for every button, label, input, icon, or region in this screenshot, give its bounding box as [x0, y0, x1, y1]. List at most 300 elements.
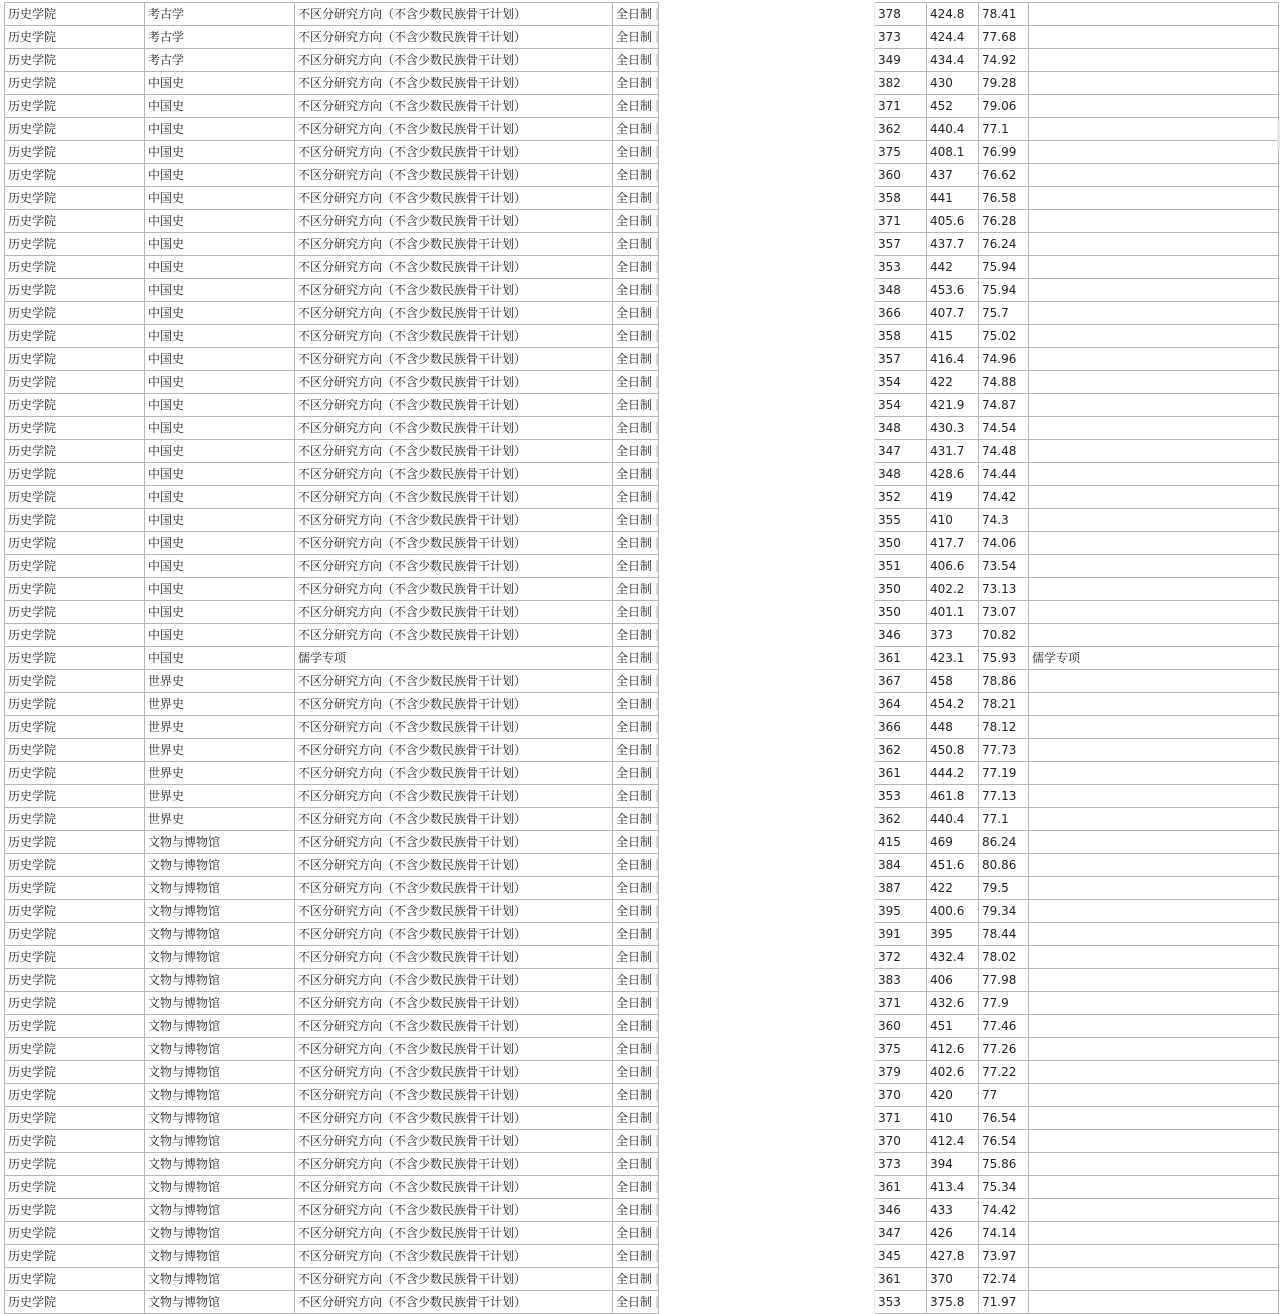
college-cell[interactable] [5, 371, 145, 394]
total-score-cell[interactable] [979, 877, 1029, 900]
study-mode-cell[interactable] [613, 509, 659, 532]
note-cell[interactable] [1029, 831, 1279, 854]
redacted-cell[interactable] [659, 969, 875, 992]
retest-score-cell[interactable] [927, 1015, 979, 1038]
initial-score-cell[interactable] [875, 210, 927, 233]
college-cell[interactable] [5, 463, 145, 486]
note-cell[interactable] [1029, 670, 1279, 693]
note-cell[interactable] [1029, 463, 1279, 486]
major-cell[interactable] [145, 325, 295, 348]
redacted-cell[interactable] [659, 394, 875, 417]
study-mode-cell[interactable] [613, 118, 659, 141]
direction-cell[interactable] [295, 3, 613, 26]
study-mode-cell[interactable] [613, 233, 659, 256]
college-cell[interactable] [5, 1268, 145, 1291]
major-cell[interactable] [145, 854, 295, 877]
study-mode-cell[interactable] [613, 877, 659, 900]
major-cell[interactable] [145, 670, 295, 693]
total-score-cell[interactable] [979, 716, 1029, 739]
initial-score-cell[interactable] [875, 1038, 927, 1061]
redacted-cell[interactable] [659, 808, 875, 831]
direction-cell[interactable] [295, 578, 613, 601]
note-cell[interactable] [1029, 49, 1279, 72]
major-cell[interactable] [145, 555, 295, 578]
study-mode-cell[interactable] [613, 3, 659, 26]
direction-cell[interactable] [295, 1061, 613, 1084]
major-cell[interactable] [145, 279, 295, 302]
initial-score-cell[interactable] [875, 1107, 927, 1130]
direction-cell[interactable] [295, 854, 613, 877]
retest-score-cell[interactable] [927, 624, 979, 647]
note-cell[interactable] [1029, 1153, 1279, 1176]
retest-score-cell[interactable] [927, 785, 979, 808]
initial-score-cell[interactable] [875, 26, 927, 49]
study-mode-cell[interactable] [613, 1291, 659, 1314]
study-mode-cell[interactable] [613, 164, 659, 187]
initial-score-cell[interactable] [875, 808, 927, 831]
college-cell[interactable] [5, 1291, 145, 1314]
total-score-cell[interactable] [979, 532, 1029, 555]
major-cell[interactable] [145, 256, 295, 279]
note-cell[interactable] [1029, 210, 1279, 233]
college-cell[interactable] [5, 95, 145, 118]
direction-cell[interactable] [295, 739, 613, 762]
redacted-cell[interactable] [659, 486, 875, 509]
total-score-cell[interactable] [979, 72, 1029, 95]
college-cell[interactable] [5, 72, 145, 95]
retest-score-cell[interactable] [927, 164, 979, 187]
direction-cell[interactable] [295, 1291, 613, 1314]
study-mode-cell[interactable] [613, 946, 659, 969]
note-cell[interactable] [1029, 992, 1279, 1015]
direction-cell[interactable] [295, 1084, 613, 1107]
note-cell[interactable] [1029, 647, 1279, 670]
direction-cell[interactable] [295, 831, 613, 854]
total-score-cell[interactable] [979, 164, 1029, 187]
redacted-cell[interactable] [659, 187, 875, 210]
direction-cell[interactable] [295, 371, 613, 394]
study-mode-cell[interactable] [613, 394, 659, 417]
study-mode-cell[interactable] [613, 1153, 659, 1176]
direction-cell[interactable] [295, 762, 613, 785]
redacted-cell[interactable] [659, 1084, 875, 1107]
major-cell[interactable] [145, 877, 295, 900]
initial-score-cell[interactable] [875, 1245, 927, 1268]
total-score-cell[interactable] [979, 187, 1029, 210]
study-mode-cell[interactable] [613, 969, 659, 992]
redacted-cell[interactable] [659, 509, 875, 532]
redacted-cell[interactable] [659, 946, 875, 969]
major-cell[interactable] [145, 3, 295, 26]
redacted-cell[interactable] [659, 877, 875, 900]
direction-cell[interactable] [295, 279, 613, 302]
retest-score-cell[interactable] [927, 49, 979, 72]
initial-score-cell[interactable] [875, 762, 927, 785]
retest-score-cell[interactable] [927, 969, 979, 992]
total-score-cell[interactable] [979, 118, 1029, 141]
direction-cell[interactable] [295, 325, 613, 348]
initial-score-cell[interactable] [875, 785, 927, 808]
redacted-cell[interactable] [659, 210, 875, 233]
major-cell[interactable] [145, 601, 295, 624]
initial-score-cell[interactable] [875, 49, 927, 72]
note-cell[interactable] [1029, 440, 1279, 463]
college-cell[interactable] [5, 325, 145, 348]
major-cell[interactable] [145, 417, 295, 440]
study-mode-cell[interactable] [613, 555, 659, 578]
total-score-cell[interactable] [979, 302, 1029, 325]
initial-score-cell[interactable] [875, 1291, 927, 1314]
direction-cell[interactable] [295, 693, 613, 716]
note-cell[interactable] [1029, 900, 1279, 923]
note-cell[interactable] [1029, 325, 1279, 348]
direction-cell[interactable] [295, 486, 613, 509]
major-cell[interactable] [145, 1199, 295, 1222]
direction-cell[interactable] [295, 946, 613, 969]
total-score-cell[interactable] [979, 95, 1029, 118]
study-mode-cell[interactable] [613, 923, 659, 946]
study-mode-cell[interactable] [613, 187, 659, 210]
retest-score-cell[interactable] [927, 95, 979, 118]
retest-score-cell[interactable] [927, 417, 979, 440]
redacted-cell[interactable] [659, 141, 875, 164]
retest-score-cell[interactable] [927, 1084, 979, 1107]
total-score-cell[interactable] [979, 555, 1029, 578]
major-cell[interactable] [145, 900, 295, 923]
college-cell[interactable] [5, 808, 145, 831]
note-cell[interactable] [1029, 532, 1279, 555]
total-score-cell[interactable] [979, 325, 1029, 348]
college-cell[interactable] [5, 348, 145, 371]
study-mode-cell[interactable] [613, 1061, 659, 1084]
major-cell[interactable] [145, 716, 295, 739]
redacted-cell[interactable] [659, 417, 875, 440]
total-score-cell[interactable] [979, 3, 1029, 26]
redacted-cell[interactable] [659, 992, 875, 1015]
note-cell[interactable] [1029, 279, 1279, 302]
study-mode-cell[interactable] [613, 693, 659, 716]
direction-cell[interactable] [295, 1268, 613, 1291]
note-cell[interactable] [1029, 716, 1279, 739]
initial-score-cell[interactable] [875, 164, 927, 187]
study-mode-cell[interactable] [613, 302, 659, 325]
total-score-cell[interactable] [979, 1199, 1029, 1222]
college-cell[interactable] [5, 601, 145, 624]
redacted-cell[interactable] [659, 578, 875, 601]
retest-score-cell[interactable] [927, 279, 979, 302]
college-cell[interactable] [5, 1222, 145, 1245]
initial-score-cell[interactable] [875, 463, 927, 486]
study-mode-cell[interactable] [613, 486, 659, 509]
total-score-cell[interactable] [979, 1153, 1029, 1176]
note-cell[interactable] [1029, 371, 1279, 394]
total-score-cell[interactable] [979, 693, 1029, 716]
retest-score-cell[interactable] [927, 1061, 979, 1084]
college-cell[interactable] [5, 256, 145, 279]
total-score-cell[interactable] [979, 371, 1029, 394]
redacted-cell[interactable] [659, 1245, 875, 1268]
retest-score-cell[interactable] [927, 233, 979, 256]
total-score-cell[interactable] [979, 440, 1029, 463]
note-cell[interactable] [1029, 1038, 1279, 1061]
total-score-cell[interactable] [979, 969, 1029, 992]
major-cell[interactable] [145, 1038, 295, 1061]
initial-score-cell[interactable] [875, 923, 927, 946]
major-cell[interactable] [145, 141, 295, 164]
retest-score-cell[interactable] [927, 118, 979, 141]
initial-score-cell[interactable] [875, 716, 927, 739]
note-cell[interactable] [1029, 486, 1279, 509]
college-cell[interactable] [5, 716, 145, 739]
college-cell[interactable] [5, 1061, 145, 1084]
direction-cell[interactable] [295, 187, 613, 210]
initial-score-cell[interactable] [875, 601, 927, 624]
initial-score-cell[interactable] [875, 647, 927, 670]
initial-score-cell[interactable] [875, 670, 927, 693]
total-score-cell[interactable] [979, 739, 1029, 762]
note-cell[interactable] [1029, 555, 1279, 578]
note-cell[interactable] [1029, 1130, 1279, 1153]
retest-score-cell[interactable] [927, 1176, 979, 1199]
retest-score-cell[interactable] [927, 187, 979, 210]
direction-cell[interactable] [295, 26, 613, 49]
retest-score-cell[interactable] [927, 716, 979, 739]
college-cell[interactable] [5, 1153, 145, 1176]
redacted-cell[interactable] [659, 1199, 875, 1222]
initial-score-cell[interactable] [875, 693, 927, 716]
retest-score-cell[interactable] [927, 1245, 979, 1268]
college-cell[interactable] [5, 624, 145, 647]
study-mode-cell[interactable] [613, 578, 659, 601]
total-score-cell[interactable] [979, 624, 1029, 647]
initial-score-cell[interactable] [875, 1015, 927, 1038]
direction-cell[interactable] [295, 900, 613, 923]
college-cell[interactable] [5, 49, 145, 72]
college-cell[interactable] [5, 578, 145, 601]
note-cell[interactable] [1029, 164, 1279, 187]
study-mode-cell[interactable] [613, 762, 659, 785]
college-cell[interactable] [5, 3, 145, 26]
direction-cell[interactable] [295, 95, 613, 118]
study-mode-cell[interactable] [613, 900, 659, 923]
retest-score-cell[interactable] [927, 210, 979, 233]
note-cell[interactable] [1029, 624, 1279, 647]
study-mode-cell[interactable] [613, 647, 659, 670]
major-cell[interactable] [145, 762, 295, 785]
college-cell[interactable] [5, 854, 145, 877]
total-score-cell[interactable] [979, 233, 1029, 256]
note-cell[interactable] [1029, 854, 1279, 877]
total-score-cell[interactable] [979, 785, 1029, 808]
college-cell[interactable] [5, 509, 145, 532]
major-cell[interactable] [145, 463, 295, 486]
total-score-cell[interactable] [979, 141, 1029, 164]
initial-score-cell[interactable] [875, 187, 927, 210]
note-cell[interactable] [1029, 1107, 1279, 1130]
retest-score-cell[interactable] [927, 440, 979, 463]
initial-score-cell[interactable] [875, 854, 927, 877]
study-mode-cell[interactable] [613, 463, 659, 486]
direction-cell[interactable] [295, 49, 613, 72]
major-cell[interactable] [145, 210, 295, 233]
note-cell[interactable] [1029, 26, 1279, 49]
direction-cell[interactable] [295, 532, 613, 555]
study-mode-cell[interactable] [613, 785, 659, 808]
direction-cell[interactable] [295, 647, 613, 670]
note-cell[interactable] [1029, 72, 1279, 95]
note-cell[interactable] [1029, 1015, 1279, 1038]
redacted-cell[interactable] [659, 164, 875, 187]
initial-score-cell[interactable] [875, 739, 927, 762]
total-score-cell[interactable] [979, 1176, 1029, 1199]
retest-score-cell[interactable] [927, 26, 979, 49]
study-mode-cell[interactable] [613, 1130, 659, 1153]
major-cell[interactable] [145, 1015, 295, 1038]
redacted-cell[interactable] [659, 1291, 875, 1314]
initial-score-cell[interactable] [875, 1222, 927, 1245]
study-mode-cell[interactable] [613, 1222, 659, 1245]
retest-score-cell[interactable] [927, 256, 979, 279]
major-cell[interactable] [145, 739, 295, 762]
note-cell[interactable] [1029, 693, 1279, 716]
total-score-cell[interactable] [979, 831, 1029, 854]
redacted-cell[interactable] [659, 1176, 875, 1199]
retest-score-cell[interactable] [927, 992, 979, 1015]
major-cell[interactable] [145, 394, 295, 417]
redacted-cell[interactable] [659, 1107, 875, 1130]
direction-cell[interactable] [295, 992, 613, 1015]
initial-score-cell[interactable] [875, 1130, 927, 1153]
redacted-cell[interactable] [659, 1015, 875, 1038]
retest-score-cell[interactable] [927, 1268, 979, 1291]
direction-cell[interactable] [295, 1015, 613, 1038]
redacted-cell[interactable] [659, 555, 875, 578]
total-score-cell[interactable] [979, 1061, 1029, 1084]
note-cell[interactable] [1029, 762, 1279, 785]
college-cell[interactable] [5, 992, 145, 1015]
redacted-cell[interactable] [659, 118, 875, 141]
retest-score-cell[interactable] [927, 532, 979, 555]
initial-score-cell[interactable] [875, 1153, 927, 1176]
retest-score-cell[interactable] [927, 601, 979, 624]
major-cell[interactable] [145, 831, 295, 854]
major-cell[interactable] [145, 440, 295, 463]
study-mode-cell[interactable] [613, 624, 659, 647]
total-score-cell[interactable] [979, 279, 1029, 302]
initial-score-cell[interactable] [875, 371, 927, 394]
note-cell[interactable] [1029, 969, 1279, 992]
study-mode-cell[interactable] [613, 325, 659, 348]
note-cell[interactable] [1029, 187, 1279, 210]
initial-score-cell[interactable] [875, 877, 927, 900]
college-cell[interactable] [5, 1084, 145, 1107]
college-cell[interactable] [5, 831, 145, 854]
total-score-cell[interactable] [979, 1268, 1029, 1291]
college-cell[interactable] [5, 164, 145, 187]
major-cell[interactable] [145, 486, 295, 509]
major-cell[interactable] [145, 1245, 295, 1268]
initial-score-cell[interactable] [875, 417, 927, 440]
study-mode-cell[interactable] [613, 1038, 659, 1061]
note-cell[interactable] [1029, 1084, 1279, 1107]
initial-score-cell[interactable] [875, 394, 927, 417]
major-cell[interactable] [145, 532, 295, 555]
study-mode-cell[interactable] [613, 716, 659, 739]
retest-score-cell[interactable] [927, 1107, 979, 1130]
redacted-cell[interactable] [659, 348, 875, 371]
total-score-cell[interactable] [979, 509, 1029, 532]
total-score-cell[interactable] [979, 854, 1029, 877]
initial-score-cell[interactable] [875, 348, 927, 371]
retest-score-cell[interactable] [927, 3, 979, 26]
initial-score-cell[interactable] [875, 1084, 927, 1107]
study-mode-cell[interactable] [613, 417, 659, 440]
direction-cell[interactable] [295, 670, 613, 693]
redacted-cell[interactable] [659, 233, 875, 256]
redacted-cell[interactable] [659, 670, 875, 693]
direction-cell[interactable] [295, 164, 613, 187]
redacted-cell[interactable] [659, 854, 875, 877]
total-score-cell[interactable] [979, 1015, 1029, 1038]
direction-cell[interactable] [295, 1222, 613, 1245]
college-cell[interactable] [5, 302, 145, 325]
study-mode-cell[interactable] [613, 601, 659, 624]
redacted-cell[interactable] [659, 371, 875, 394]
total-score-cell[interactable] [979, 647, 1029, 670]
direction-cell[interactable] [295, 509, 613, 532]
direction-cell[interactable] [295, 210, 613, 233]
total-score-cell[interactable] [979, 1107, 1029, 1130]
major-cell[interactable] [145, 187, 295, 210]
college-cell[interactable] [5, 417, 145, 440]
study-mode-cell[interactable] [613, 210, 659, 233]
total-score-cell[interactable] [979, 210, 1029, 233]
college-cell[interactable] [5, 1245, 145, 1268]
redacted-cell[interactable] [659, 3, 875, 26]
note-cell[interactable] [1029, 739, 1279, 762]
initial-score-cell[interactable] [875, 95, 927, 118]
initial-score-cell[interactable] [875, 969, 927, 992]
major-cell[interactable] [145, 1268, 295, 1291]
retest-score-cell[interactable] [927, 325, 979, 348]
major-cell[interactable] [145, 371, 295, 394]
note-cell[interactable] [1029, 394, 1279, 417]
retest-score-cell[interactable] [927, 72, 979, 95]
direction-cell[interactable] [295, 118, 613, 141]
college-cell[interactable] [5, 1199, 145, 1222]
note-cell[interactable] [1029, 946, 1279, 969]
initial-score-cell[interactable] [875, 992, 927, 1015]
initial-score-cell[interactable] [875, 1061, 927, 1084]
direction-cell[interactable] [295, 440, 613, 463]
retest-score-cell[interactable] [927, 1153, 979, 1176]
direction-cell[interactable] [295, 624, 613, 647]
major-cell[interactable] [145, 49, 295, 72]
total-score-cell[interactable] [979, 1038, 1029, 1061]
study-mode-cell[interactable] [613, 1245, 659, 1268]
retest-score-cell[interactable] [927, 647, 979, 670]
retest-score-cell[interactable] [927, 923, 979, 946]
note-cell[interactable] [1029, 509, 1279, 532]
note-cell[interactable] [1029, 877, 1279, 900]
college-cell[interactable] [5, 555, 145, 578]
initial-score-cell[interactable] [875, 1199, 927, 1222]
college-cell[interactable] [5, 1130, 145, 1153]
note-cell[interactable] [1029, 1199, 1279, 1222]
initial-score-cell[interactable] [875, 440, 927, 463]
major-cell[interactable] [145, 647, 295, 670]
college-cell[interactable] [5, 187, 145, 210]
